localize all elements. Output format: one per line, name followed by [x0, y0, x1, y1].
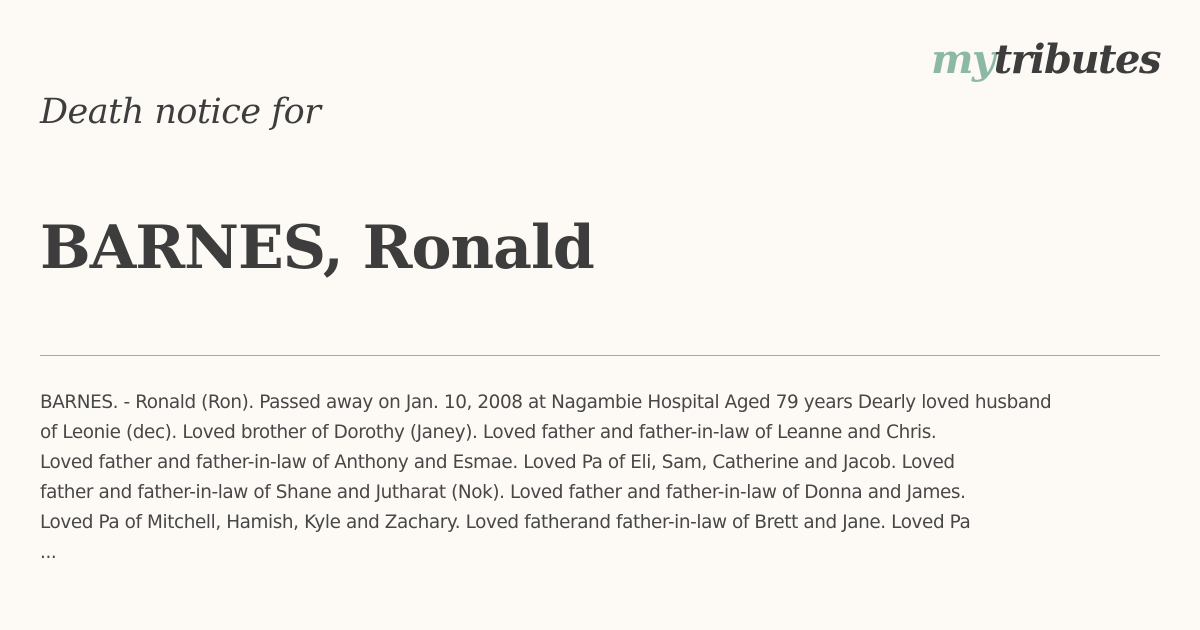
notice-line: of Leonie (dec). Loved brother of Dorothy (Janey). Loved father and father-in-law of Leanne and Chris. — [40, 422, 937, 443]
notice-text — [40, 388, 1180, 568]
notice-line: BARNES. - Ronald (Ron). Passed away on Jan. 10, 2008 at Nagambie Hospital Aged 79 years Dearly loved husband — [40, 392, 1052, 413]
notice-ellipsis: ... — [40, 542, 57, 563]
page-heading: Death notice for — [40, 92, 321, 132]
logo-part-my: my — [931, 36, 994, 83]
notice-line: Loved father and father-in-law of Anthony and Esmae. Loved Pa of Eli, Sam, Catherine and Jacob. Loved — [40, 452, 955, 473]
notice-line: Loved Pa of Mitchell, Hamish, Kyle and Zachary. Loved fatherand father-in-law of Brett and Jane. Loved Pa — [40, 512, 971, 533]
logo-part-tributes: tributes — [993, 36, 1160, 83]
notice-line: father and father-in-law of Shane and Jutharat (Nok). Loved father and father-in-law of Donna and James. — [40, 482, 966, 503]
divider — [40, 355, 1160, 356]
mytributes-logo — [931, 34, 1160, 86]
deceased-name: BARNES, Ronald — [40, 213, 594, 283]
